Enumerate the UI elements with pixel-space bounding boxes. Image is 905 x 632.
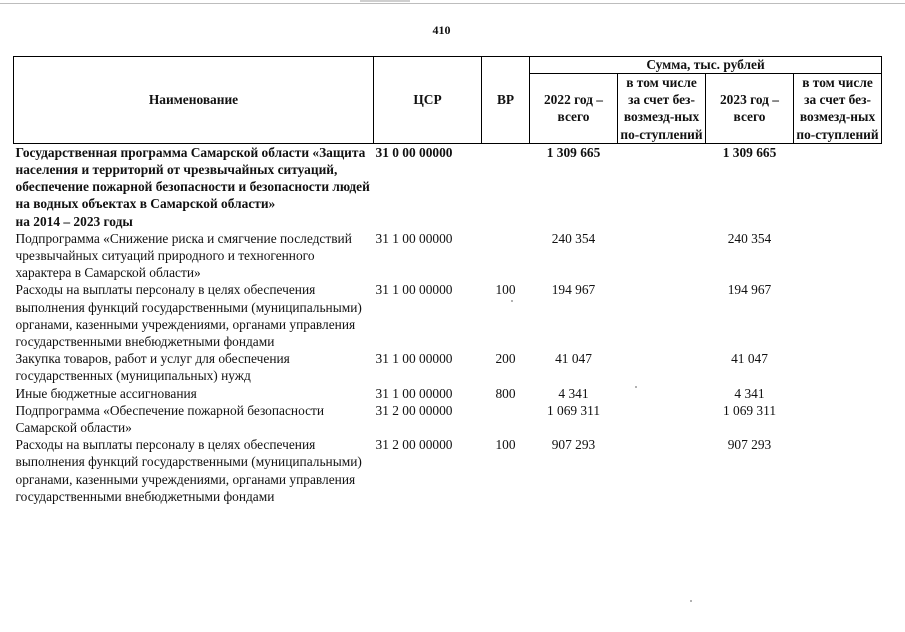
row-2022-free — [618, 385, 706, 402]
row-2022-free — [618, 143, 706, 230]
row-2022-total: 907 293 — [551, 437, 596, 453]
scan-speck — [635, 386, 637, 388]
row-csr: 31 0 00 00000 — [375, 144, 453, 160]
row-csr: 31 2 00 00000 — [375, 402, 453, 418]
row-vr: 100 — [495, 282, 516, 298]
row-vr — [482, 402, 530, 436]
header-2023-total: 2023 год – всего — [706, 74, 794, 144]
row-name: Подпрограмма «Обеспечение пожарной безопасности Самарской области» — [15, 402, 325, 436]
row-name: Расходы на выплаты персоналу в целях обеспечения выполнения функций государственными (муниципальными) органами, казенными учреждениями, органами управления государственными внебюджетными фондами — [15, 282, 362, 350]
row-2022-total: 4 341 — [558, 385, 589, 401]
row-csr: 31 1 00 00000 — [375, 385, 453, 401]
row-2023-total: 907 293 — [727, 437, 772, 453]
table-row — [14, 402, 882, 436]
header-sum-group: Сумма, тыс. рублей — [530, 57, 882, 74]
table-row — [14, 350, 882, 384]
scan-speck — [511, 300, 513, 302]
row-2022-free — [618, 230, 706, 282]
row-2022-total: 240 354 — [551, 230, 596, 246]
row-2023-total: 4 341 — [734, 385, 765, 401]
row-2023-total: 240 354 — [727, 230, 772, 246]
budget-table — [13, 56, 882, 505]
row-name: Государственная программа Самарской области «Защита населения и территорий от чрезвычайных ситуаций, обеспечение пожарной безопасности и безопасности людей на водных объектах в Самарской области» на 2014 – 2023 годы — [15, 144, 370, 229]
row-2022-total: 194 967 — [551, 282, 596, 298]
row-2022-total: 1 069 311 — [546, 402, 601, 418]
table-body — [14, 143, 882, 505]
row-name: Закупка товаров, работ и услуг для обеспечения государственных (муниципальных) нужд — [15, 351, 290, 384]
table-row — [14, 143, 882, 230]
header-2023-free: в том числе за счет без-возмезд-ных по-ступлений — [794, 74, 882, 144]
row-2022-total: 41 047 — [555, 351, 592, 367]
row-2023-total: 1 309 665 — [722, 144, 777, 160]
row-csr: 31 1 00 00000 — [375, 351, 453, 367]
row-2023-free — [794, 436, 882, 505]
row-name: Расходы на выплаты персоналу в целях обеспечения выполнения функций государственными (муниципальными) органами, казенными учреждениями, органами управления государственными внебюджетными фондами — [15, 437, 362, 504]
table-row — [14, 385, 882, 402]
page-number: 410 — [432, 23, 451, 37]
row-2022-free — [618, 436, 706, 505]
row-vr — [482, 143, 530, 230]
row-2022-total: 1 309 665 — [546, 144, 601, 160]
row-2023-free — [794, 350, 882, 384]
scan-speck — [690, 600, 692, 602]
row-2023-total: 194 967 — [727, 282, 772, 298]
row-name: Подпрограмма «Снижение риска и смягчение последствий чрезвычайных ситуаций природного и техногенного характера в Самарской области» — [15, 230, 352, 281]
top-scan-mark — [360, 0, 410, 2]
row-2023-free — [794, 402, 882, 436]
header-vr: ВР — [482, 57, 530, 144]
table-header — [14, 57, 882, 144]
row-vr: 800 — [495, 385, 516, 401]
header-name: Наименование — [14, 57, 374, 144]
row-2023-free — [794, 230, 882, 282]
table-row — [14, 281, 882, 350]
header-2022-free: в том числе за счет без-возмезд-ных по-ступлений — [618, 74, 706, 144]
row-2022-free — [618, 350, 706, 384]
row-vr: 200 — [495, 351, 516, 367]
row-name: Иные бюджетные ассигнования — [15, 385, 197, 401]
row-2023-total: 1 069 311 — [722, 402, 777, 418]
row-2022-free — [618, 402, 706, 436]
table-row — [14, 436, 882, 505]
row-2023-free — [794, 281, 882, 350]
header-csr: ЦСР — [374, 57, 482, 144]
row-2022-free — [618, 281, 706, 350]
row-2023-total: 41 047 — [731, 351, 768, 367]
row-2023-free — [794, 385, 882, 402]
row-csr: 31 1 00 00000 — [375, 230, 453, 246]
header-2022-total: 2022 год – всего — [530, 74, 618, 144]
row-csr: 31 2 00 00000 — [375, 437, 453, 453]
row-vr — [482, 230, 530, 282]
table-row — [14, 230, 882, 282]
row-vr: 100 — [495, 437, 516, 453]
row-2023-free — [794, 143, 882, 230]
top-rule — [0, 3, 905, 4]
row-csr: 31 1 00 00000 — [375, 282, 453, 298]
